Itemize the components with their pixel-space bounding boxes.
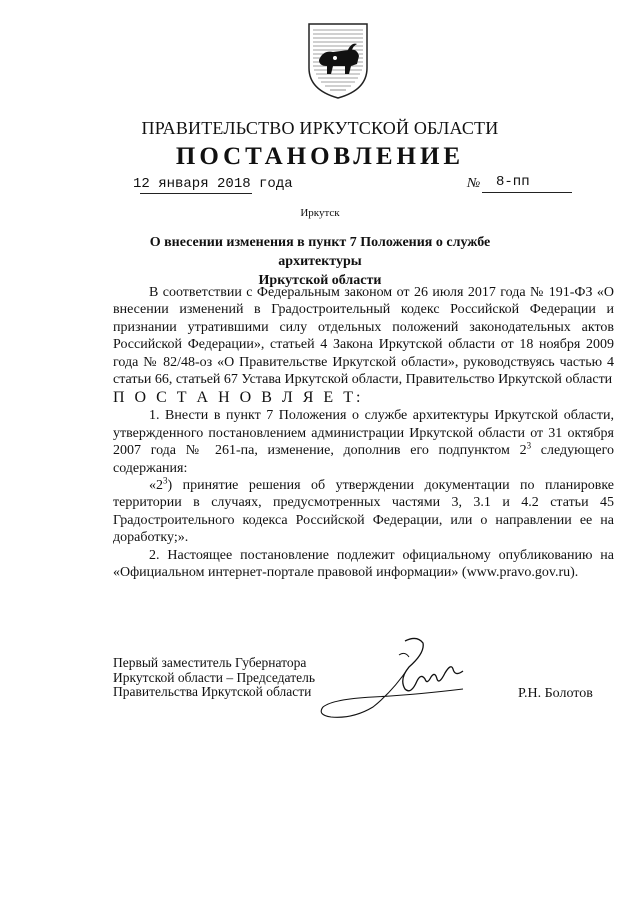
item-1-superscript: 3 xyxy=(526,440,532,451)
position-line-1: Первый заместитель Губернатора xyxy=(113,655,307,670)
quoted-subpoint xyxy=(113,477,614,547)
coat-of-arms-emblem xyxy=(305,20,371,100)
document-date: 12 января 2018 года xyxy=(133,176,293,192)
document-type: ПОСТАНОВЛЕНИЕ xyxy=(175,143,465,170)
quote-text: ) принятие решения об утверждении документации по планировке территории в случаях, предусмотренных частями 3, 3.1 и 4.2 статьи 45 Градостроительного кодекса Российской Федерации, или о направлении ее на доработку;». xyxy=(113,478,614,546)
quote-superscript: 3 xyxy=(163,475,168,486)
date-underline xyxy=(140,193,252,194)
government-name: ПРАВИТЕЛЬСТВО ИРКУТСКОЙ ОБЛАСТИ xyxy=(141,118,499,138)
number-underline xyxy=(482,192,572,193)
position-line-3: Правительства Иркутской области xyxy=(113,684,312,699)
position-line-2: Иркутской области – Председатель xyxy=(113,669,315,685)
handwritten-signature xyxy=(313,633,483,723)
title-line-2: Иркутской области xyxy=(258,273,382,288)
decree-word: П О С Т А Н О В Л Я Е Т: xyxy=(113,389,364,407)
document-title xyxy=(110,233,530,290)
quote-open: «2 xyxy=(149,478,163,494)
preamble-paragraph: В соответствии с Федеральным законом от 26 июля 2017 года № 191-ФЗ «О внесении изменений в Градостроительный кодекс Российской Федерации и признании утратившими силу отдельных положений законодательных актов Российской Федерации», статьей 4 Закона Иркутской области от 18 ноября 2009 года № 82/48-оз «О Правительстве Иркутской области», руководствуясь частью 4 статьи 66, статьей 67 Устава Иркутской области, Правительство Иркутской области xyxy=(113,285,614,388)
signatory-position xyxy=(113,656,315,700)
document-body xyxy=(113,284,614,582)
item-1-paragraph xyxy=(113,407,614,477)
title-line-1: О внесении изменения в пункт 7 Положения о службе архитектуры xyxy=(149,235,491,269)
item-2-paragraph: 2. Настоящее постановление подлежит официальному опубликованию на «Официальном интернет-портале правовой информации» (www.pravo.gov.ru). xyxy=(113,547,614,581)
item-1-ending: следующего содержания: xyxy=(113,443,614,476)
document-number: 8-пп xyxy=(496,174,530,190)
number-sign: № xyxy=(467,176,481,191)
signatory-name: Р.Н. Болотов xyxy=(518,686,593,701)
city: Иркутск xyxy=(300,207,340,219)
item-1-text: 1. Внести в пункт 7 Положения о службе архитектуры Иркутской области, утвержденного постановлением администрации Иркутской области от 31 октября 2007 года № 261-па, изменение, дополнив его подпунктом 2 xyxy=(113,408,614,459)
